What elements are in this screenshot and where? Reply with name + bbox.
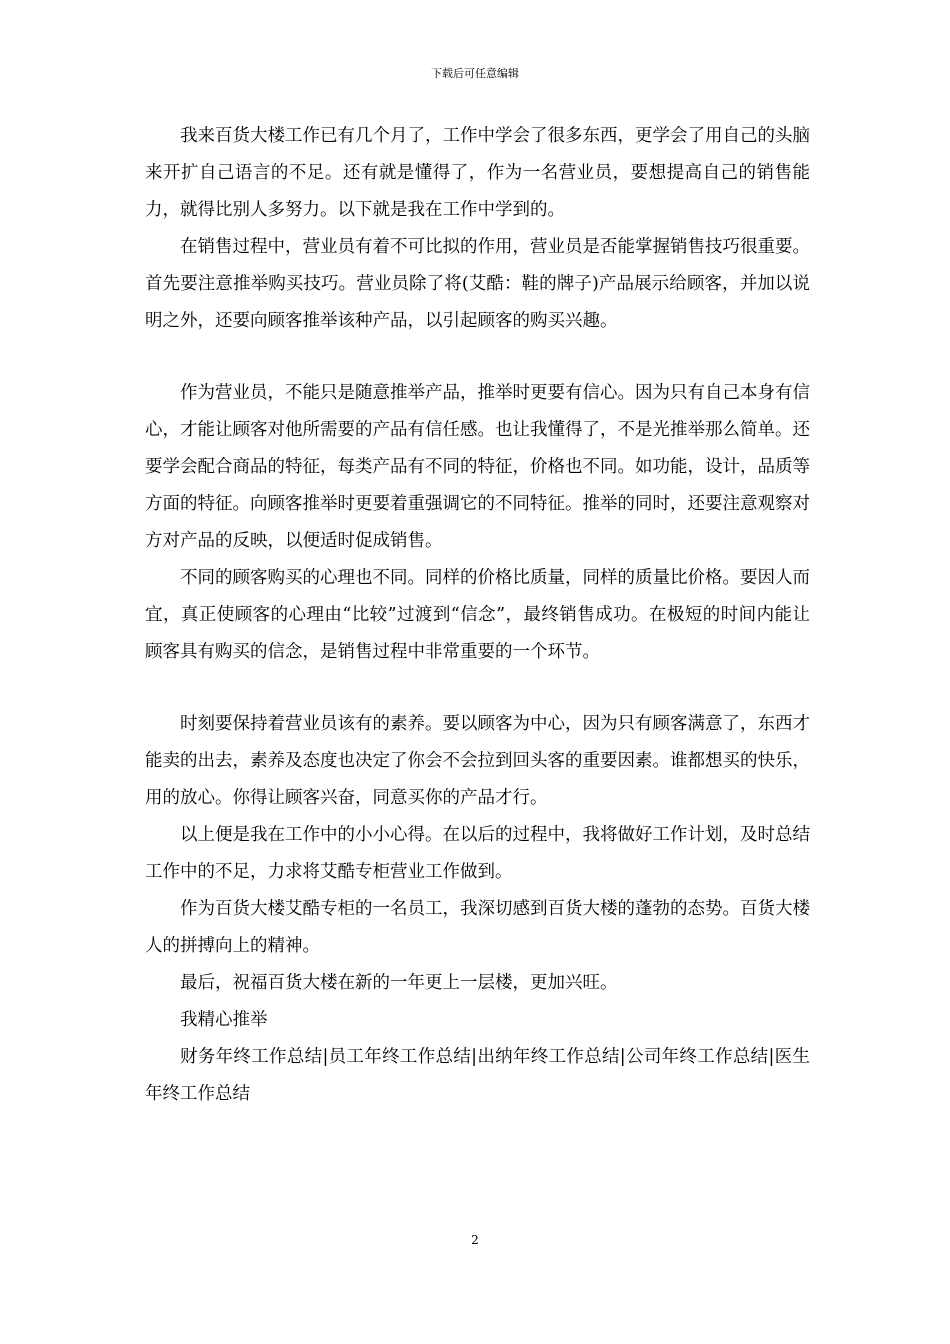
- paragraph-5: 时刻要保持着营业员该有的素养。要以顾客为中心，因为只有顾客满意了，东西才能卖的出去，素养及态度也决定了你会不会拉到回头客的重要因素。谁都想买的快乐，用的放心。你得让顾客兴奋，同意买你的产品才行。: [145, 714, 810, 808]
- paragraph-7: 作为百货大楼艾酷专柜的一名员工，我深切感到百货大楼的蓬勃的态势。百货大楼人的拼搏向上的精神。: [145, 899, 810, 956]
- paragraph-8: 最后，祝福百货大楼在新的一年更上一层楼，更加兴旺。: [180, 973, 618, 993]
- recommend-heading: 我精心推举: [180, 1010, 268, 1030]
- recommend-links[interactable]: 财务年终工作总结|员工年终工作总结|出纳年终工作总结|公司年终工作总结|医生年终工作总结: [145, 1047, 810, 1104]
- paragraph-6: 以上便是我在工作中的小小心得。在以后的过程中，我将做好工作计划，及时总结工作中的不足，力求将艾酷专柜营业工作做到。: [145, 825, 810, 882]
- document-body: [145, 118, 810, 1113]
- paragraph-gap: [145, 340, 810, 375]
- paragraph-1: 我来百货大楼工作已有几个月了，工作中学会了很多东西，更学会了用自己的头脑来开扩自己语言的不足。还有就是懂得了，作为一名营业员，要想提高自己的销售能力，就得比别人多努力。以下就是我在工作中学到的。: [145, 126, 810, 220]
- paragraph-4: 不同的顾客购买的心理也不同。同样的价格比质量，同样的质量比价格。要因人而宜，真正使顾客的心理由“比较”过渡到“信念”，最终销售成功。在极短的时间内能让顾客具有购买的信念，是销售过程中非常重要的一个环节。: [145, 568, 810, 662]
- page-number: 2: [471, 1233, 479, 1247]
- page-header-note: 下载后可任意编辑: [431, 67, 519, 80]
- paragraph-2: 在销售过程中，营业员有着不可比拟的作用，营业员是否能掌握销售技巧很重要。首先要注意推举购买技巧。营业员除了将(艾酷：鞋的牌子)产品展示给顾客，并加以说明之外，还要向顾客推举该种产品，以引起顾客的购买兴趣。: [145, 237, 810, 331]
- paragraph-3: 作为营业员，不能只是随意推举产品，推举时更要有信心。因为只有自己本身有信心，才能让顾客对他所需要的产品有信任感。也让我懂得了，不是光推举那么简单。还要学会配合商品的特征，每类产品有不同的特征，价格也不同。如功能，设计，品质等方面的特征。向顾客推举时更要着重强调它的不同特征。推举的同时，还要注意观察对方对产品的反映，以便适时促成销售。: [145, 383, 810, 551]
- paragraph-gap: [145, 671, 810, 706]
